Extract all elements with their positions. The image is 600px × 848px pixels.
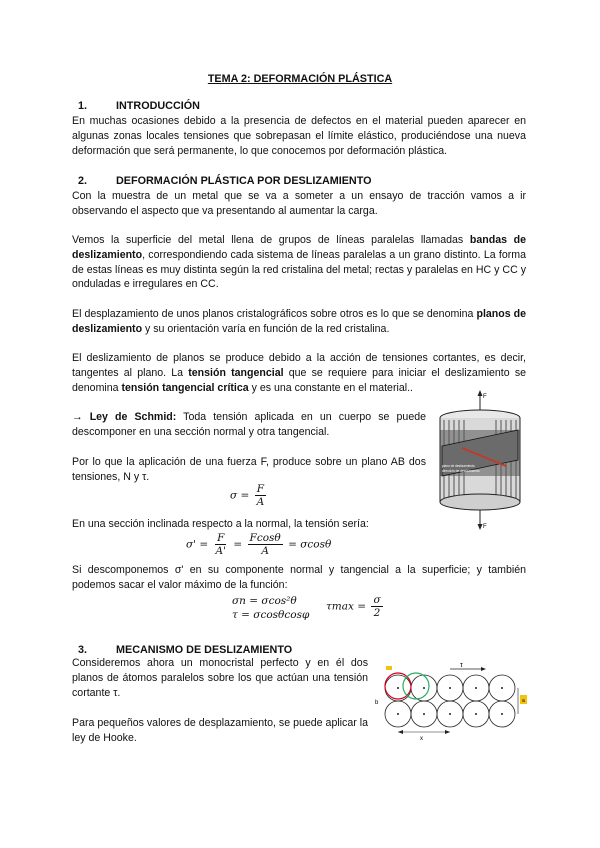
equation-tau-max: τmax = $\frac{\sigma}{2}$ (326, 594, 381, 619)
term-tension-tangencial: tensión tangencial (188, 366, 284, 379)
shear-paragraph: El deslizamiento de planos se produce debido a la acción de tensiones cortantes, es decir, tangentes al plano. La tensión tangencial que se requiere para iniciar el deslizamiento se denomina tensión tangencial crítica y es una constante en el material.. (72, 352, 527, 394)
page-title: TEMA 2: DEFORMACIÓN PLÁSTICA (207, 73, 393, 85)
atom-planes-figure (372, 658, 528, 742)
hooke-paragraph: Para pequeños valores de desplazamiento, se puede aplicar la ley de Hooke. (72, 717, 368, 744)
spacing-b-label: b (375, 700, 379, 706)
force-label-top: F (483, 394, 487, 400)
schmid-paragraph: → Ley de Schmid: Toda tensión aplicada en un cuerpo se puede descomponer en una sección normal y otra tangencial. (72, 411, 426, 438)
equation-tau: τ = σcosθcosφ (232, 609, 310, 621)
term-tension-critica: tensión tangencial crítica (121, 381, 249, 394)
section-1-heading (78, 99, 200, 114)
equation-sigma: σ = $\frac{F}{A}$ (230, 483, 265, 508)
term-bandas: bandas de deslizamiento (72, 234, 526, 261)
arrow-icon: → (72, 411, 83, 423)
cylinder-slip-figure (432, 390, 528, 530)
section-2-number: 2. (78, 175, 88, 187)
displacement-x-label: x (420, 736, 423, 742)
decompose-paragraph: Si descomponemos σ' en su componente normal y tangencial a la superficie; y también podemos sacar el valor máximo de la función: (72, 564, 526, 591)
equation-sigma-n: σn = σcos²θ (232, 595, 297, 607)
displaced-atom-green (403, 673, 429, 699)
equation-sigma-prime: σ' = $\frac{F}{A'}$ = $\frac{Fcos\theta}{A}$ = σcosθ (186, 532, 332, 557)
monocrystal-paragraph: Consideremos ahora un monocristal perfecto y en él dos planos de átomos paralelos sobre los que actúan una tensión cortante τ. (72, 657, 368, 699)
term-schmid: Ley de Schmid: (89, 411, 177, 423)
section-3-title: MECANISMO DE DESLIZAMIENTO (116, 644, 293, 656)
section-1-title: INTRODUCCIÓN (116, 100, 200, 112)
planes-paragraph: El desplazamiento de unos planos cristalográficos sobre otros es lo que se denomina planos de deslizamiento y su orientación varía en función de la red cristalina. (72, 308, 526, 335)
traction-paragraph: Con la muestra de un metal que se va a someter a un ensayo de tracción vamos a ir observando el aspecto que va presentando al aumentar la carga. (72, 190, 526, 217)
tau-label: τ (460, 662, 463, 669)
section-2-heading (78, 174, 372, 189)
plane-label: plano de deslizamiento (442, 464, 475, 468)
force-label-bottom: F (483, 524, 487, 530)
bands-paragraph: Vemos la superficie del metal llena de grupos de líneas paralelas llamadas bandas de deslizamiento, correspondiendo cada sistema de líneas paralelas a un grano distinto. La forma de estas líneas es muy distinta según la red cristalina del metal; rectas y paralelas en HC y CC y onduladas e irregulares en CC. (72, 234, 526, 291)
spacing-a-label: a (522, 698, 525, 704)
force-paragraph: Por lo que la aplicación de una fuerza F, produce sobre un plano AB dos tensiones, N y τ. (72, 456, 426, 483)
direction-label: dirección de deslizamiento (442, 469, 480, 473)
section-2-title: DEFORMACIÓN PLÁSTICA POR DESLIZAMIENTO (116, 175, 372, 187)
term-planos: planos de deslizamiento (72, 308, 526, 335)
section-1-number: 1. (78, 100, 88, 112)
intro-paragraph: En muchas ocasiones debido a la presencia de defectos en el material pueden aparecer en algunas zonas locales tensiones que sobrepasan el límite elástico, produciéndose una nueva deformación que será permanente, lo que conocemos por deformación plástica. (72, 115, 526, 157)
marker-yellow (386, 666, 392, 670)
section-3-number: 3. (78, 644, 88, 656)
inclined-paragraph: En una sección inclinada respecto a la normal, la tensión sería: (72, 518, 369, 530)
